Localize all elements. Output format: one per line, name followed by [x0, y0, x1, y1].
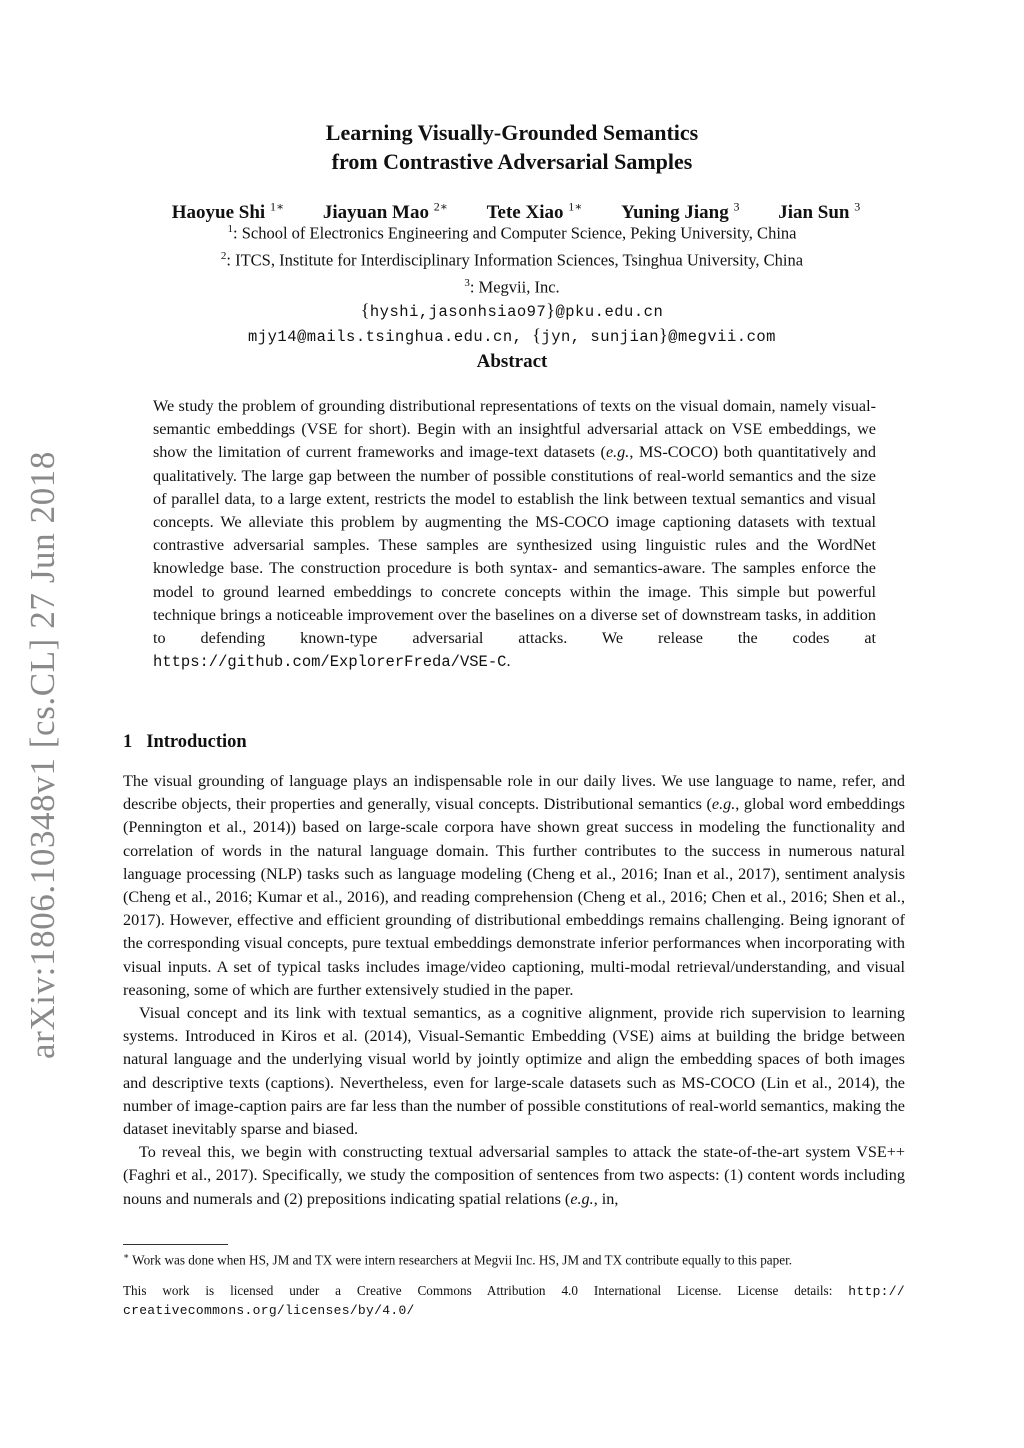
paragraph-1-text-a: The visual grounding of language plays an indispensable role in our daily lives. We use language to name, refer, and describe objects, their properties and generally, visual concepts. Distributional semantics ( [123, 772, 905, 814]
paragraph-3-text-a: To reveal this, we begin with constructing textual adversarial samples to attack the state-of-the-art system VSE++ (Faghri et al., 2017). Specifically, we study the composition of sentences from two aspects: (1) content words including nouns and numerals and (2) prepositions indicating spatial relations ( [123, 1143, 905, 1208]
paragraph-1-eg: e.g. [711, 795, 736, 814]
section-heading-introduction [123, 732, 247, 753]
title-line-2: from Contrastive Adversarial Samples [331, 149, 693, 174]
paragraph-1-text-b: , global word embeddings (Pennington et al., 2014)) based on large-scale corpora have shown great success in modeling the functionality and correlation of words in the natural language domain. This further contributes to the success in numerous natural language processing (NLP) tasks such as language modeling (Cheng et al., 2016; Inan et al., 2017), sentiment analysis (Cheng et al., 2016; Kumar et al., 2016), and reading comprehension (Cheng et al., 2016; Chen et al., 2016; Shen et al., 2017). However, effective and efficient grounding of distributional embeddings remains challenging. Being ignorant of the corresponding visual concepts, pure textual embeddings demonstrate inferior performances when incorporating with visual inputs. A set of typical tasks includes image/video captioning, multi-modal retrieval/understanding, and visual reasoning, some of which are further extensively studied in the paper. [123, 795, 905, 999]
affiliation-text: : Megvii, Inc. [469, 277, 560, 297]
footnote-mark: ∗ [123, 1251, 130, 1261]
abstract-text-b: , MS-COCO) both quantitatively and qualitatively. The large gap between the number of possible constitutions of real-world semantics and the size of parallel data, to a large extent, restricts the model to establish the link between textual semantics and visual concepts. We alleviate this problem by augmenting the MS-COCO image captioning datasets with textual contrastive adversarial samples. These samples are synthesized using linguistic rules and the WordNet knowledge base. The construction procedure is both syntax- and semantics-aware. The samples enforce the model to ground learned embeddings to concrete concepts within the image. This simple but powerful technique brings a noticeable improvement over the baselines on a diverse set of downstream tasks, in addition to defending known-type adversarial attacks. We release the codes at [153, 443, 876, 648]
affiliation-text: : School of Electronics Engineering and Computer Science, Peking University, China [233, 223, 797, 243]
email-domain-pku: @pku.edu.cn [555, 303, 664, 321]
paragraph-3 [123, 1141, 905, 1211]
email-group-megvii: jyn, sunjian [541, 327, 660, 346]
email-tsinghua: mjy14@mails.tsinghua.edu.cn, [248, 327, 533, 346]
affiliation-1 [0, 218, 1024, 245]
author-name: Haoyue Shi [171, 202, 266, 224]
abstract-end: . [506, 652, 511, 671]
abstract-text-a: We study the problem of grounding distributional representations of texts on the visual domain, namely visual-semantic embeddings (VSE for short). Begin with an insightful adversarial attack on VSE embeddings, we show the limitation of current frameworks and image-text datasets ( [153, 397, 876, 462]
email-line-2: mjy14@mails.tsinghua.edu.cn, {jyn, sunjian}@megvii.com [248, 324, 776, 346]
footnote-text: Work was done when HS, JM and TX were intern researchers at Megvii Inc. HS, JM and TX contribute equally to this paper. [129, 1252, 793, 1268]
author-mark: 2∗ [433, 200, 448, 214]
author-name: Yuning Jiang [621, 202, 729, 224]
title-line-1: Learning Visually-Grounded Semantics [325, 120, 699, 145]
affiliations [0, 218, 1024, 348]
arxiv-identifier: arXiv:1806.10348v1 [cs.CL] 27 Jun 2018 [23, 450, 62, 1060]
author-mark: 3 [733, 200, 740, 214]
email-group-pku: hyshi,jasonhsiao97 [369, 303, 547, 321]
affiliation-mark: 2 [220, 250, 227, 262]
paragraph-1 [123, 770, 905, 1002]
author-name: Jiayuan Mao [322, 202, 429, 224]
section-number: 1 [123, 732, 133, 752]
license-text: This work is licensed under a Creative Commons Attribution 4.0 International License. License details: [123, 1283, 849, 1298]
introduction-body [123, 770, 905, 1211]
code-link[interactable]: https://github.com/ExplorerFreda/VSE-C [153, 653, 507, 672]
email-line-1: {hyshi,jasonhsiao97}@pku.edu.cn [360, 300, 664, 321]
license-note [123, 1282, 905, 1319]
paper-title [0, 118, 1024, 176]
affiliation-mark: 3 [464, 277, 470, 289]
section-title: Introduction [146, 732, 247, 752]
abstract-heading: Abstract [476, 351, 548, 372]
abstract-eg: e.g. [605, 443, 630, 462]
abstract-body [153, 395, 876, 674]
paragraph-3-text-b: , in, [593, 1189, 619, 1208]
affiliation-mark: 1 [227, 223, 233, 235]
author-name: Jian Sun [778, 202, 850, 224]
author-mark: 1∗ [269, 200, 285, 214]
affiliation-3 [0, 272, 1024, 299]
email-domain-megvii: @megvii.com [668, 327, 776, 346]
affiliation-2 [0, 245, 1024, 272]
license-url-part-1[interactable]: http:// [848, 1284, 905, 1299]
paragraph-2: Visual concept and its link with textual semantics, as a cognitive alignment, provide rich supervision to learning systems. Introduced in Kiros et al. (2014), Visual-Semantic Embedding (VSE) aims at building the bridge between natural language and the underlying visual world by jointly optimize and align the embedding spaces of both images and descriptive texts (captions). Nevertheless, even for large-scale datasets such as MS-COCO (Lin et al., 2014), the number of image-caption pairs are far less than the number of possible constitutions of real-world semantics, making the dataset inevitably sparse and biased. [123, 1004, 905, 1139]
footnote-rule [123, 1244, 228, 1245]
author-name: Tete Xiao [486, 202, 564, 224]
author-mark: 3 [854, 200, 861, 214]
paragraph-3-eg: e.g. [570, 1189, 594, 1208]
footnote [123, 1248, 905, 1269]
author-mark: 1∗ [568, 200, 583, 214]
affiliation-text: : ITCS, Institute for Interdisciplinary Information Sciences, Tsinghua University, China [226, 250, 804, 270]
arxiv-sidebar-stamp [8, 450, 78, 1060]
license-url-part-2[interactable]: creativecommons.org/licenses/by/4.0/ [123, 1302, 415, 1318]
